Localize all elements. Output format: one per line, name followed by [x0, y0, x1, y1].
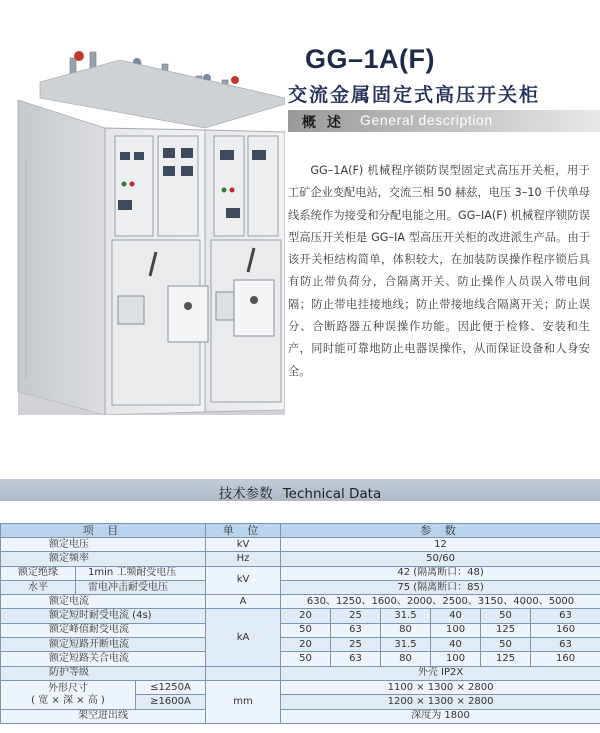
table-row: 外形尺寸 ( 宽 × 深 × 高 ) ≤1250A mm 1100 × 1300 × 2800 [1, 680, 600, 694]
table-row: 额定短路关合电流 50 63 80 100 125 160 [1, 652, 600, 666]
product-model: GG–1A(F) [305, 44, 436, 74]
technical-data-band [0, 479, 600, 501]
table-row: 额定频率 Hz 50/60 [1, 552, 600, 566]
general-description-band [288, 110, 600, 132]
header-item: 项 目 [1, 524, 206, 538]
technical-data-table [0, 523, 600, 724]
description-label-cn: 概 述 [302, 115, 344, 131]
header-params: 参 数 [281, 524, 600, 538]
table-row: 额定电流 A 630、1250、1600、2000、2500、3150、4000、5000 [1, 595, 600, 609]
table-row: 额定绝缘 1min 工频耐受电压 kV 42 (隔离断口：48) [1, 566, 600, 580]
table-header-row [1, 524, 600, 538]
dimensions-label: 外形尺寸 ( 宽 × 深 × 高 ) [1, 680, 136, 709]
table-row: 额定短时耐受电流 (4s) kA 20 25 31.5 40 50 63 [1, 609, 600, 623]
table-row: ≥1600A 1200 × 1300 × 2800 [1, 695, 600, 709]
description-paragraph: GG–1A(F) 机械程序锁防误型固定式高压开关柜，用于工矿企业变配电站，交流三相 50 赫兹，电压 3–10 千伏单母线系统作为接受和分配电能之用。GG–IA(F) 机械程序锁防误型高压开关柜是 GG–IA 型高压开关柜的改进派生产品。由于该开关柜结构简单，体积较大，在加装防误操作程序锁后具有防止带负荷分，合隔离开关、防止操作人员误入带电间隔；防止带电挂接地线；防止带接地线合隔离开关；防止误分、合断路器五种误操作功能。因此便于检修、安装和生产，同时能可靠地防止电器误操作，从而保证设备和人身安全。 [288, 164, 590, 378]
table-row: 防护等级 外壳 IP2X [1, 666, 600, 680]
product-title: 交流金属固定式高压开关柜 [288, 84, 541, 106]
switchgear-cabinet-photo [0, 40, 285, 415]
description-label-en: General description [360, 112, 493, 128]
technical-title-cn: 技术参数 [218, 486, 273, 502]
table-row: 水平 雷电冲击耐受电压 75 (隔离断口：85) [1, 580, 600, 594]
table-row: 架空进出线 深度为 1800 [1, 709, 600, 723]
header-unit: 单 位 [206, 524, 281, 538]
table-row: 额定峰值耐受电流 50 63 80 100 125 160 [1, 623, 600, 637]
table-row: 额定电压 kV 12 [1, 538, 600, 552]
technical-title-en: Technical Data [282, 486, 382, 502]
table-row: 额定短路开断电流 20 25 31.5 40 50 63 [1, 638, 600, 652]
